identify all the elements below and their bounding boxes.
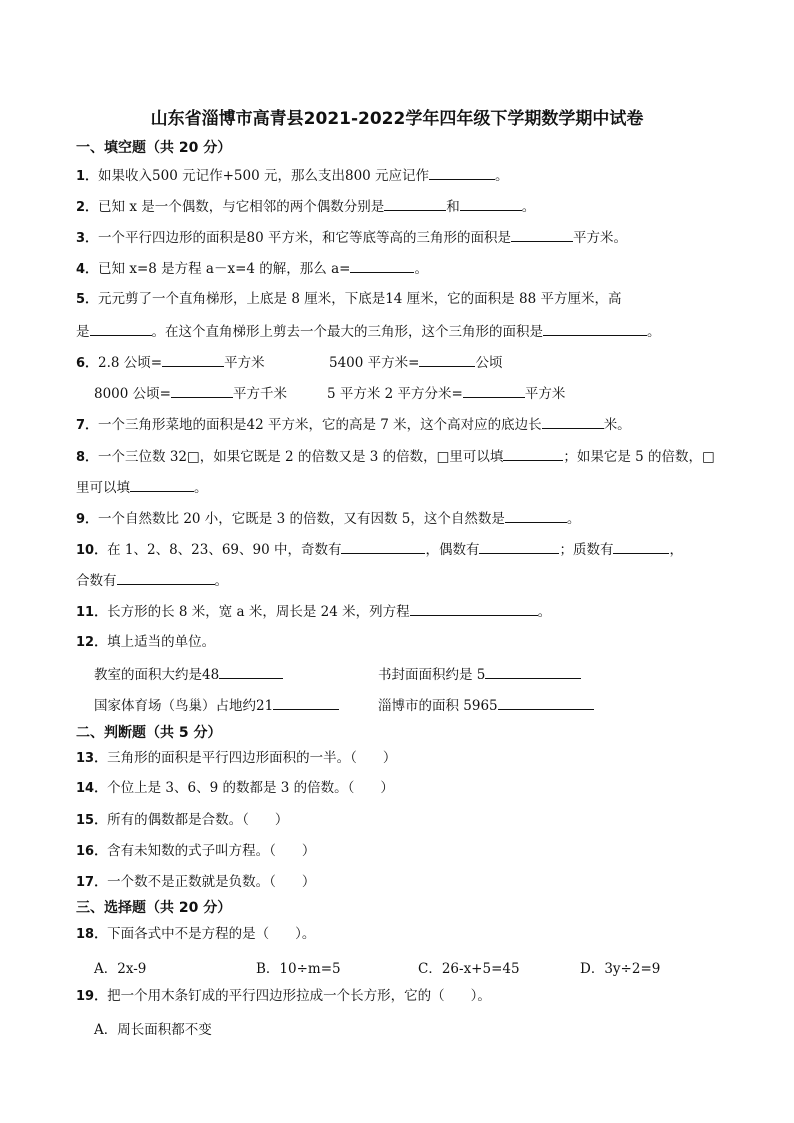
answer-blank[interactable] xyxy=(410,601,538,616)
answer-blank[interactable] xyxy=(117,570,215,585)
question-4: 4．已知 x=8 是方程 a－x=4 的解，那么 a= 。 xyxy=(76,258,428,280)
question-12-item-2: 书封面面积约是 5 xyxy=(378,664,581,685)
answer-blank[interactable] xyxy=(485,664,581,679)
question-15: 15．所有的偶数都是合数。（ ） xyxy=(76,812,289,828)
section-true-false: 二、判断题（共 5 分） xyxy=(76,725,222,741)
question-6-part4: 5 平方米 2 平方分米= 平方米 xyxy=(327,383,565,404)
answer-blank[interactable] xyxy=(419,352,475,367)
answer-blank[interactable] xyxy=(511,227,573,242)
answer-blank[interactable] xyxy=(503,446,563,461)
answer-blank[interactable] xyxy=(505,508,567,523)
question-6-part3: 8000 公顷= 平方千米 xyxy=(94,383,287,404)
answer-blank[interactable] xyxy=(463,383,525,398)
answer-blank[interactable] xyxy=(460,196,522,211)
question-19: 19．把一个用木条钉成的平行四边形拉成一个长方形，它的（ ）。 xyxy=(76,988,491,1004)
answer-blank[interactable] xyxy=(543,321,647,336)
option-d[interactable]: D．3y÷2=9 xyxy=(580,961,661,977)
answer-blank[interactable] xyxy=(219,664,283,679)
question-5-cont: 是 。在这个直角梯形上剪去一个最大的三角形，这个三角形的面积是 。 xyxy=(76,321,661,342)
question-6: 6．2.8 公顷= 平方米 xyxy=(76,352,265,374)
question-17: 17．一个数不是正数就是负数。（ ） xyxy=(76,874,316,890)
question-5: 5．元元剪了一个直角梯形，上底是 8 厘米，下底是14 厘米，它的面积是 88 平方厘米，高 xyxy=(76,291,622,307)
question-10-cont: 合数有 。 xyxy=(76,570,228,591)
section-multiple-choice: 三、选择题（共 20 分） xyxy=(76,900,232,916)
question-3: 3．一个平行四边形的面积是80 平方米，和它等底等高的三角形的面积是 平方米。 xyxy=(76,227,627,249)
answer-blank[interactable] xyxy=(479,539,559,554)
answer-blank[interactable] xyxy=(542,414,604,429)
option-a[interactable]: A．周长面积都不变 xyxy=(94,1022,212,1038)
question-8: 8．一个三位数 32□，如果它既是 2 的倍数又是 3 的倍数，□里可以填 ；如果它是 5 的倍数，□ xyxy=(76,446,715,468)
question-6-part2: 5400 平方米= 公顷 xyxy=(329,352,502,373)
question-9: 9．一个自然数比 20 小，它既是 3 的倍数，又有因数 5，这个自然数是 。 xyxy=(76,508,580,530)
answer-blank[interactable] xyxy=(350,258,414,273)
question-18: 18．下面各式中不是方程的是（ ）。 xyxy=(76,926,316,942)
question-13: 13．三角形的面积是平行四边形面积的一半。（ ） xyxy=(76,750,397,766)
question-12: 12．填上适当的单位。 xyxy=(76,634,216,650)
question-12-item-4: 淄博市的面积 5965 xyxy=(378,695,594,716)
answer-blank[interactable] xyxy=(171,383,233,398)
answer-blank[interactable] xyxy=(162,352,224,367)
option-b[interactable]: B．10÷m=5 xyxy=(256,961,341,977)
question-10: 10．在 1、2、8、23、69、90 中，奇数有 ，偶数有 ；质数有 ， xyxy=(76,539,683,561)
answer-blank[interactable] xyxy=(429,165,495,180)
answer-blank[interactable] xyxy=(90,321,152,336)
question-7: 7．一个三角形菜地的面积是42 平方米，它的高是 7 米，这个高对应的底边长 米。 xyxy=(76,414,631,436)
option-c[interactable]: C．26-x+5=45 xyxy=(418,961,520,977)
question-2: 2．已知 x 是一个偶数，与它相邻的两个偶数分别是 和 。 xyxy=(76,196,535,218)
question-8-cont: 里可以填 。 xyxy=(76,477,208,498)
section-fill-blank: 一、填空题（共 20 分） xyxy=(76,140,232,156)
question-16: 16．含有未知数的式子叫方程。（ ） xyxy=(76,843,316,859)
question-14: 14．个位上是 3、6、9 的数都是 3 的倍数。（ ） xyxy=(76,780,394,796)
question-11: 11．长方形的长 8 米，宽 a 米，周长是 24 米，列方程 。 xyxy=(76,601,551,623)
answer-blank[interactable] xyxy=(341,539,425,554)
answer-blank[interactable] xyxy=(384,196,446,211)
answer-blank[interactable] xyxy=(130,477,194,492)
answer-blank[interactable] xyxy=(613,539,669,554)
answer-blank[interactable] xyxy=(273,695,339,710)
question-12-item-3: 国家体育场（鸟巢）占地约21 xyxy=(94,695,339,716)
exam-title: 山东省淄博市高青县2021-2022学年四年级下学期数学期中试卷 xyxy=(150,109,644,129)
answer-blank[interactable] xyxy=(498,695,594,710)
option-a[interactable]: A．2x-9 xyxy=(94,961,147,977)
question-12-item-1: 教室的面积大约是48 xyxy=(94,664,283,685)
question-1: 1．如果收入500 元记作+500 元，那么支出800 元应记作 。 xyxy=(76,165,509,187)
